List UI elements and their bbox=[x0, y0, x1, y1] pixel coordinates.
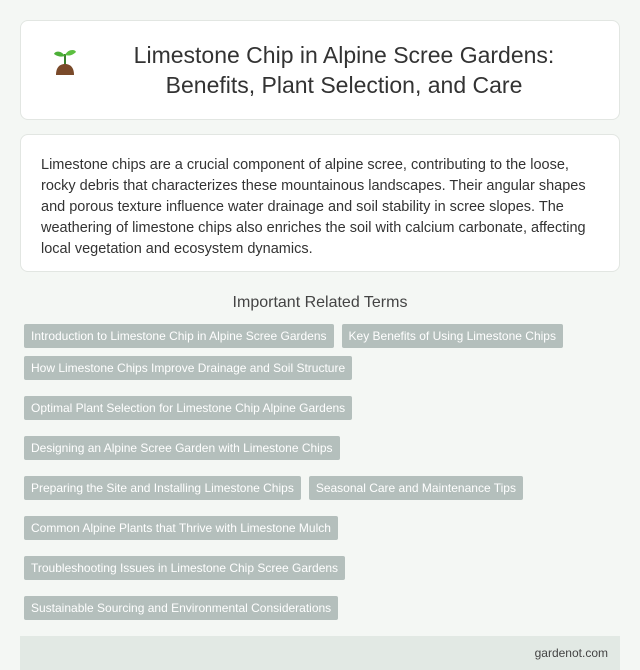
sprout-icon bbox=[51, 46, 79, 76]
related-term-tag[interactable]: Optimal Plant Selection for Limestone Chip Alpine Gardens bbox=[24, 396, 352, 420]
related-term-tag[interactable]: Common Alpine Plants that Thrive with Limestone Mulch bbox=[24, 516, 338, 540]
related-term-tag[interactable]: How Limestone Chips Improve Drainage and Soil Structure bbox=[24, 356, 352, 380]
description-text: Limestone chips are a crucial component of alpine scree, contributing to the loose, rocky debris that characterizes these mountainous landscapes. Their angular shapes and porous texture influence water drainage and soil stability in scree slopes. The weathering of limestone chips also enriches the soil with calcium carbonate, affecting local vegetation and ecosystem dynamics. bbox=[41, 157, 586, 257]
footer-site-link[interactable]: gardenot.com bbox=[534, 646, 608, 660]
description-card bbox=[20, 134, 620, 272]
related-term-tag[interactable]: Sustainable Sourcing and Environmental Considerations bbox=[24, 596, 338, 620]
related-terms-list bbox=[20, 324, 620, 620]
page-title: Limestone Chip in Alpine Scree Gardens: Benefits, Plant Selection, and Care bbox=[133, 42, 555, 98]
title-card bbox=[20, 20, 620, 120]
related-term-tag[interactable]: Troubleshooting Issues in Limestone Chip Scree Gardens bbox=[24, 556, 345, 580]
related-terms-heading: Important Related Terms bbox=[232, 294, 408, 311]
related-term-tag[interactable]: Seasonal Care and Maintenance Tips bbox=[309, 476, 523, 500]
related-term-tag[interactable]: Key Benefits of Using Limestone Chips bbox=[342, 324, 563, 348]
related-term-tag[interactable]: Designing an Alpine Scree Garden with Limestone Chips bbox=[24, 436, 340, 460]
footer bbox=[20, 636, 620, 670]
related-term-tag[interactable]: Introduction to Limestone Chip in Alpine Scree Gardens bbox=[24, 324, 334, 348]
related-term-tag[interactable]: Preparing the Site and Installing Limestone Chips bbox=[24, 476, 301, 500]
